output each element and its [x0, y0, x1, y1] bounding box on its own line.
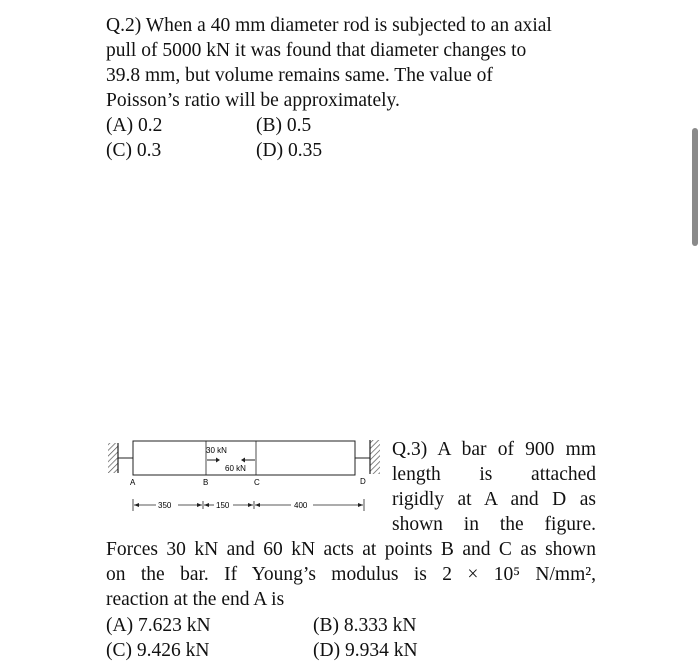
q3-body-line: on the bar. If Young’s modulus is 2 × 10⁵ N/mm²,	[106, 564, 596, 585]
point-c-label: C	[254, 478, 260, 487]
point-d-label: D	[360, 477, 366, 486]
dim-cd-label: 400	[294, 501, 308, 510]
q3-option-a: (A) 7.623 kN	[106, 615, 211, 636]
bar-figure	[106, 435, 396, 525]
right-wall-support	[370, 440, 380, 474]
q2-question	[106, 13, 598, 113]
q2-line: Q.2) When a 40 mm diameter rod is subjected to an axial	[106, 15, 552, 36]
dim-bc-label: 150	[216, 501, 230, 510]
q3-side-line: shown in the figure.	[392, 514, 596, 535]
q3-option-c: (C) 9.426 kN	[106, 640, 210, 661]
force-b-label: 30 kN	[206, 446, 227, 455]
q2-line: pull of 5000 kN it was found that diameter changes to	[106, 40, 527, 61]
q3-option-d: (D) 9.934 kN	[313, 640, 418, 661]
vertical-scrollbar[interactable]	[692, 128, 698, 246]
q3-body-line: reaction at the end A is	[106, 589, 285, 610]
point-b-label: B	[203, 478, 209, 487]
point-a-label: A	[130, 478, 136, 487]
q3-body-line: Forces 30 kN and 60 kN acts at points B and C as shown	[106, 539, 596, 560]
q2-option-a: (A) 0.2	[106, 115, 163, 136]
q2-option-c: (C) 0.3	[106, 140, 162, 161]
q3-option-b: (B) 8.333 kN	[313, 615, 417, 636]
q2-line: 39.8 mm, but volume remains same. The value of	[106, 65, 493, 86]
q3-side-line: rigidly at A and D as	[392, 489, 596, 510]
q3-side-line: Q.3) A bar of 900 mm	[392, 439, 596, 460]
q3-question-intro	[392, 437, 596, 537]
q2-line: Poisson’s ratio will be approximately.	[106, 90, 400, 111]
dim-ab-label: 350	[158, 501, 172, 510]
q3-side-line: length is attached	[392, 464, 596, 485]
left-wall-support	[108, 443, 118, 473]
q3-question-body	[106, 537, 596, 612]
q2-option-d: (D) 0.35	[256, 140, 323, 161]
q2-option-b: (B) 0.5	[256, 115, 312, 136]
force-c-label: 60 kN	[225, 464, 246, 473]
